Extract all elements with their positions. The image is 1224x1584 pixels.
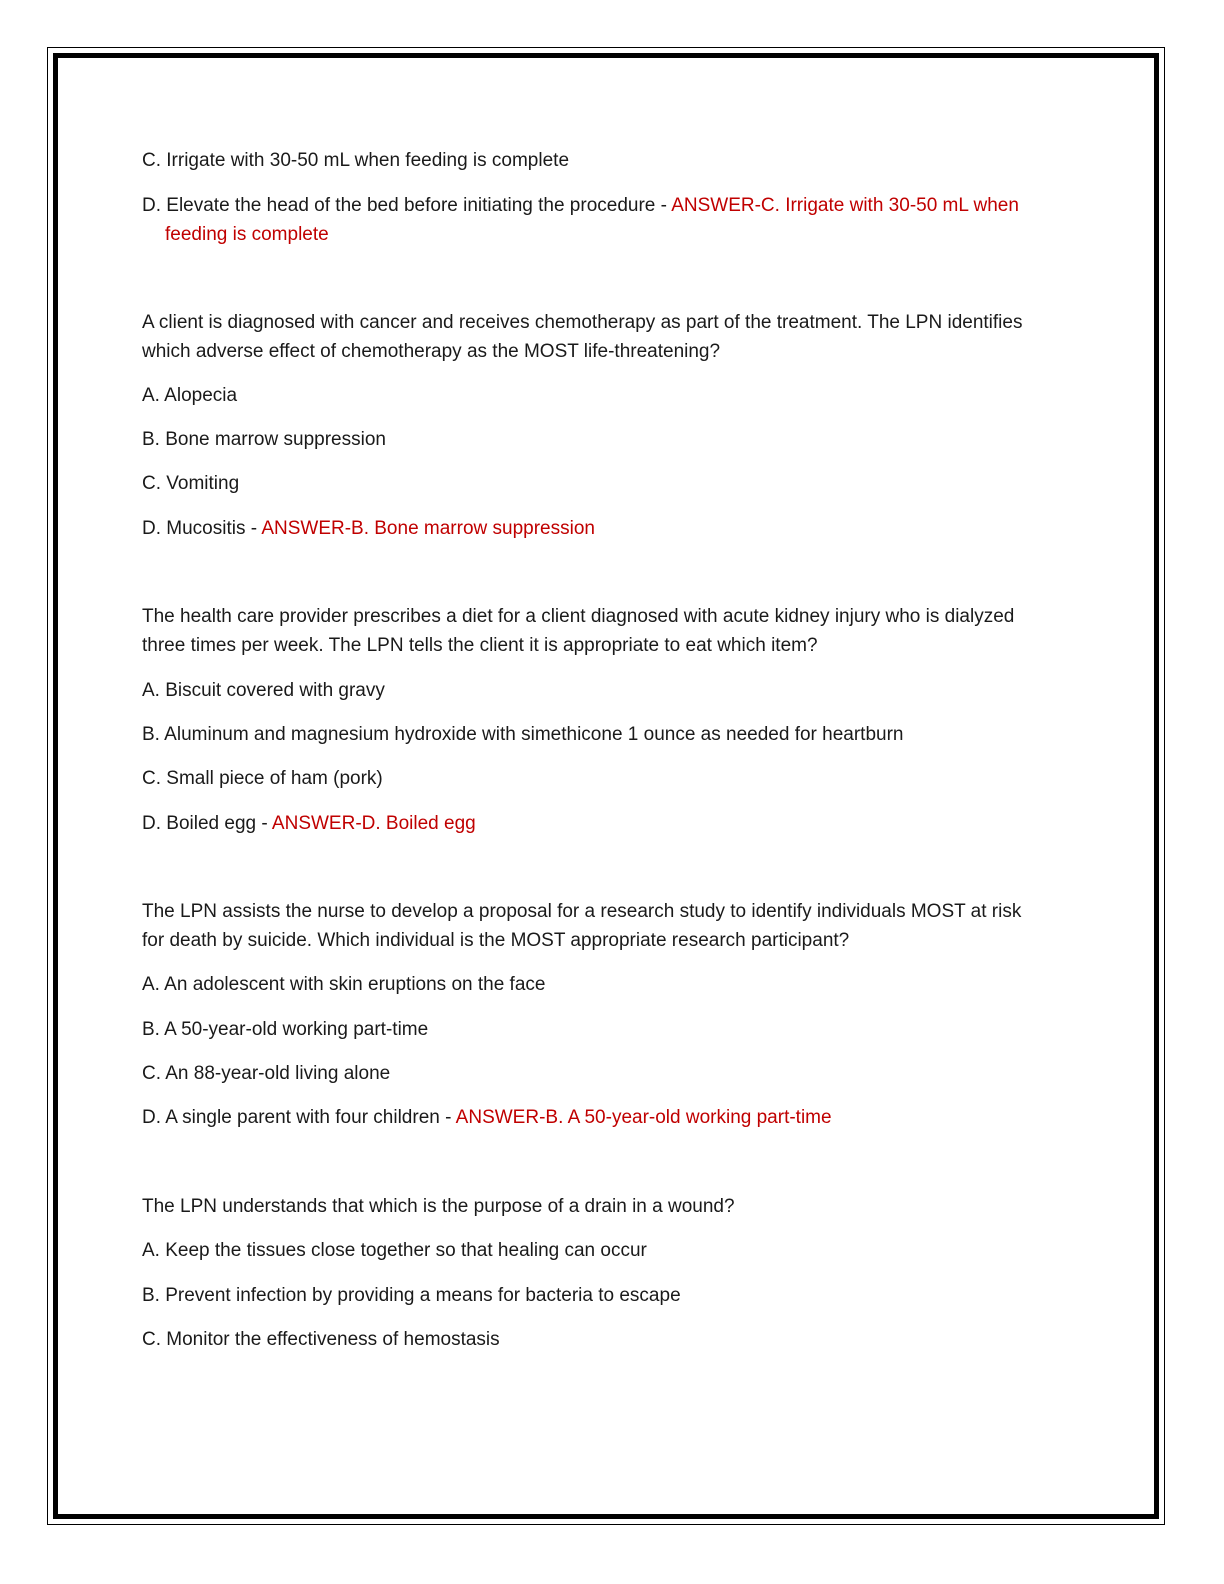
q3-answer: ANSWER-B. A 50-year-old working part-time <box>455 1107 832 1128</box>
q2-option-a: A. Biscuit covered with gravy <box>142 680 385 701</box>
q3-option-a: A. An adolescent with skin eruptions on the face <box>142 974 546 995</box>
q2-option-c: C. Small piece of ham (pork) <box>142 768 383 789</box>
q1-answer: ANSWER-B. Bone marrow suppression <box>261 518 595 539</box>
q2-option-b: B. Aluminum and magnesium hydroxide with simethicone 1 ounce as needed for heartburn <box>142 724 904 745</box>
q1-option-d-text: D. Mucositis - <box>142 518 262 539</box>
q1-stem-line2: which adverse effect of chemotherapy as the MOST life-threatening? <box>142 341 721 362</box>
q3-option-d <box>142 1103 832 1132</box>
q1-option-b: B. Bone marrow suppression <box>142 429 386 450</box>
q1-stem-line1: A client is diagnosed with cancer and receives chemotherapy as part of the treatment. The LPN identifies <box>142 312 1023 333</box>
prev-answer-line2: feeding is complete <box>165 224 329 245</box>
q3-option-b: B. A 50-year-old working part-time <box>142 1019 429 1040</box>
prev-option-d-text: D. Elevate the head of the bed before initiating the procedure - <box>142 195 672 216</box>
q2-option-d-text: D. Boiled egg - <box>142 813 272 834</box>
q3-option-d-text: D. A single parent with four children - <box>142 1107 456 1128</box>
q3-option-c: C. An 88-year-old living alone <box>142 1063 391 1084</box>
prev-option-d <box>142 191 1019 220</box>
q4-option-a: A. Keep the tissues close together so that healing can occur <box>142 1240 647 1261</box>
q3-stem-line1: The LPN assists the nurse to develop a proposal for a research study to identify individuals MOST at risk <box>142 901 1022 922</box>
q2-stem-line2: three times per week. The LPN tells the client it is appropriate to eat which item? <box>142 635 818 656</box>
q1-option-d <box>142 514 595 543</box>
prev-option-c: C. Irrigate with 30-50 mL when feeding is complete <box>142 150 570 171</box>
q3-stem-line2: for death by suicide. Which individual is the MOST appropriate research participant? <box>142 930 850 951</box>
q2-option-d <box>142 809 476 838</box>
q4-option-c: C. Monitor the effectiveness of hemostasis <box>142 1329 500 1350</box>
q4-option-b: B. Prevent infection by providing a means for bacteria to escape <box>142 1285 681 1306</box>
q2-stem-line1: The health care provider prescribes a diet for a client diagnosed with acute kidney injury who is dialyzed <box>142 606 1015 627</box>
q4-stem-line1: The LPN understands that which is the purpose of a drain in a wound? <box>142 1196 735 1217</box>
prev-answer-line1: ANSWER-C. Irrigate with 30-50 mL when <box>671 195 1019 216</box>
q2-answer: ANSWER-D. Boiled egg <box>271 813 476 834</box>
q1-option-c: C. Vomiting <box>142 473 240 494</box>
q1-option-a: A. Alopecia <box>142 385 238 406</box>
